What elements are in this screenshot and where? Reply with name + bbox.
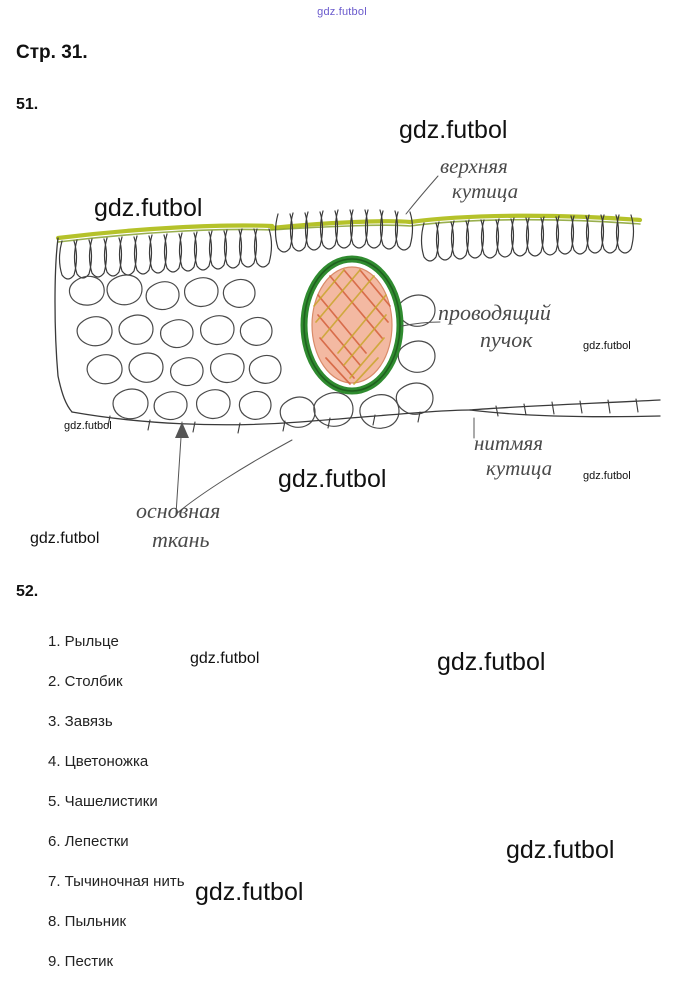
page-label: Стр. 31. <box>16 42 88 63</box>
label-lower-cuticle-line1: нитмяя <box>474 431 544 455</box>
watermark: gdz.futbol <box>506 836 615 864</box>
leaf-cross-section-figure <box>0 110 684 570</box>
list-item: 8. Пыльник <box>48 913 127 930</box>
top-watermark: gdz.futbol <box>317 6 367 18</box>
label-upper-cuticle-line2: кутица <box>452 179 519 203</box>
watermark: gdz.futbol <box>190 650 260 667</box>
label-vascular-bundle-line1: проводящий <box>438 300 551 325</box>
watermark: gdz.futbol <box>195 878 304 906</box>
list-item: 6. Лепестки <box>48 833 129 850</box>
watermark: gdz.futbol <box>30 530 100 547</box>
list-item: 5. Чашелистики <box>48 793 158 810</box>
list-item: 9. Пестик <box>48 953 114 970</box>
list-item: 3. Завязь <box>48 713 113 730</box>
list-item: 2. Столбик <box>48 673 123 690</box>
watermark: gdz.futbol <box>583 470 631 482</box>
label-ground-tissue-line1: основная <box>136 498 221 523</box>
label-vascular-bundle-line2: пучок <box>480 327 533 352</box>
watermark: gdz.futbol <box>399 116 508 144</box>
watermark: gdz.futbol <box>94 194 203 222</box>
watermark: gdz.futbol <box>583 340 631 352</box>
list-item: 4. Цветоножка <box>48 753 149 770</box>
task-number-52: 52. <box>16 583 39 600</box>
task-number-51: 51. <box>16 96 39 113</box>
answers-list <box>48 622 408 982</box>
label-ground-tissue-line2: ткань <box>152 527 210 552</box>
list-item: 7. Тычиночная нить <box>48 873 185 890</box>
watermark: gdz.futbol <box>64 420 112 432</box>
watermark: gdz.futbol <box>437 648 546 676</box>
watermark: gdz.futbol <box>278 465 387 493</box>
label-upper-cuticle-line1: верхняя <box>440 154 508 178</box>
list-item: 1. Рыльце <box>48 633 119 650</box>
label-lower-cuticle-line2: кутица <box>486 456 553 480</box>
